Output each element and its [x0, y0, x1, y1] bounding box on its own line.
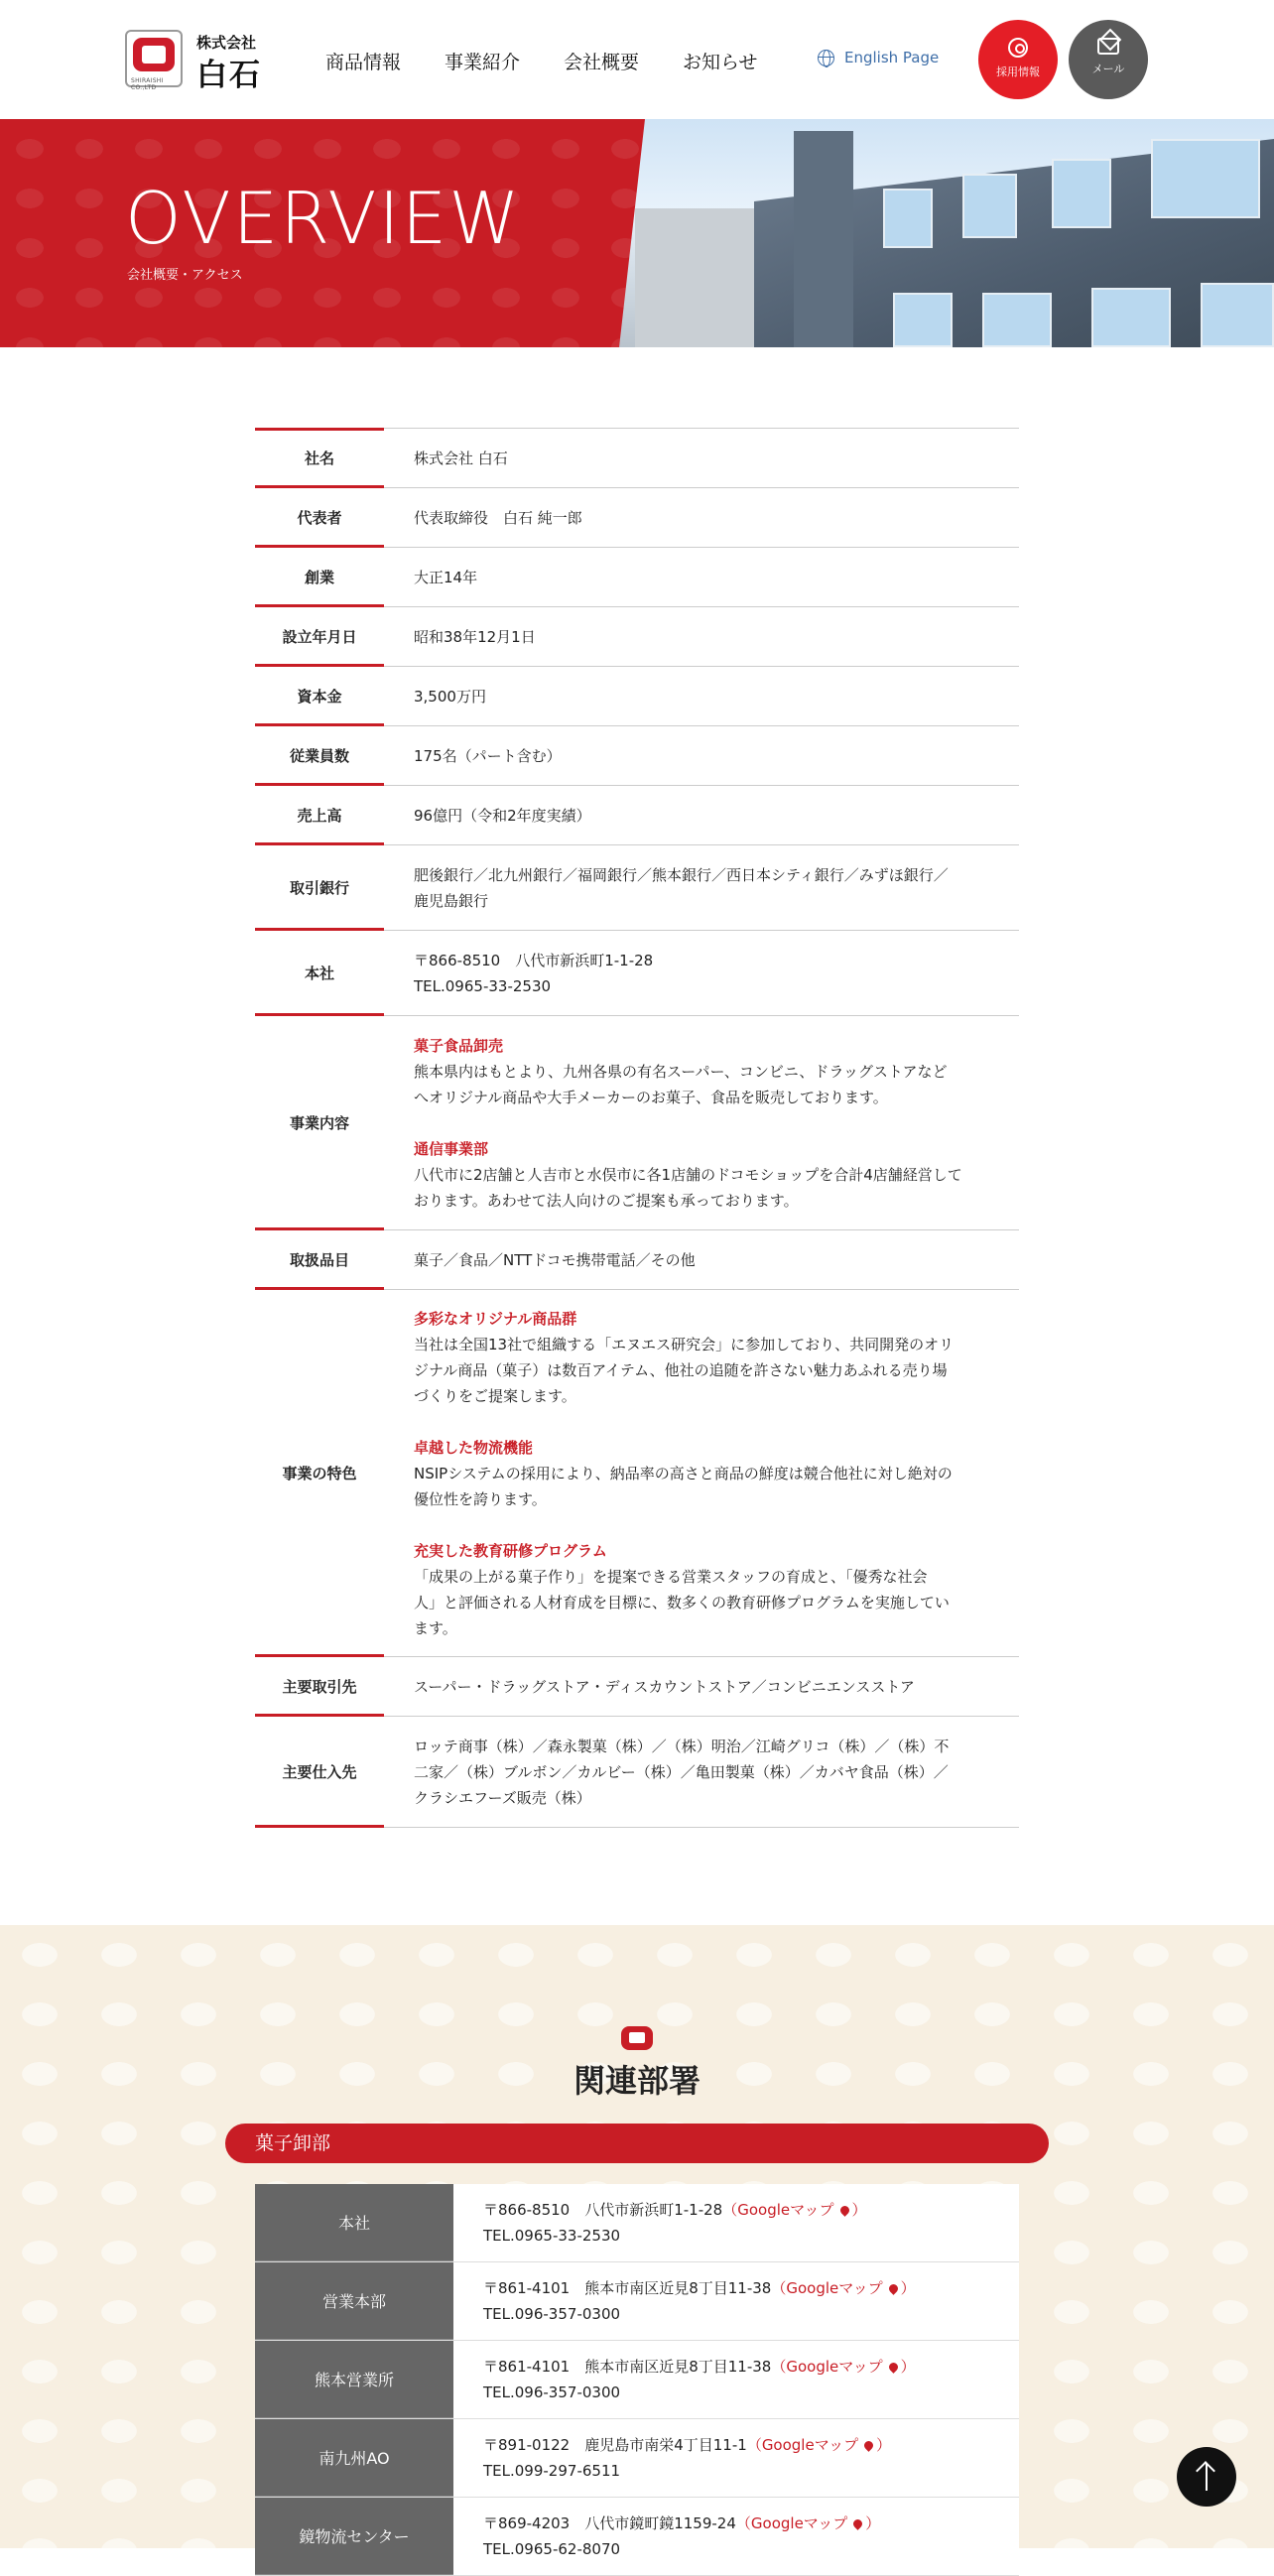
row-value: NSIPシステムの採用により、納品率の高さと商品の鮮度は競合他社に対し絶対の [414, 1464, 953, 1482]
section-title: 関連部署 [573, 2062, 701, 2100]
row-label: 設立年月日 [255, 607, 384, 666]
building-photo [595, 119, 1274, 347]
logo-small-text: 株式会社 [196, 34, 257, 52]
row-value: 〒866-8510 八代市新浜町1-1-28 [414, 951, 654, 969]
main-nav [325, 48, 801, 74]
row-value: へオリジナル商品や大手メーカーのお菓子、食品を販売しております。 [414, 1088, 888, 1106]
department-row [255, 2184, 1019, 2262]
logo-subtext: SHIRAISHI CO.,LTD [131, 77, 164, 91]
logo-mark-icon [621, 2026, 653, 2050]
row-value: 昭和38年12月1日 [414, 627, 536, 646]
table-row [255, 488, 1019, 548]
row-label: 事業の特色 [255, 1290, 384, 1656]
table-row [255, 1230, 1019, 1290]
row-label: 取引銀行 [255, 845, 384, 930]
row-value: おります。あわせて法人向けのご提案も承っております。 [414, 1191, 799, 1210]
nav-business[interactable]: 事業紹介 [445, 52, 521, 73]
table-row [255, 667, 1019, 726]
table-row [255, 1657, 1019, 1717]
row-value: スーパー・ドラッグストア・ディスカウントストア／コンビニエンスストア [414, 1677, 915, 1696]
hero-banner [0, 119, 1274, 347]
table-row [255, 1717, 1019, 1828]
section-heading: 卓越した物流機能 [414, 1438, 534, 1457]
department-row [255, 2341, 1019, 2419]
mail-icon [1097, 38, 1119, 55]
mail-button[interactable] [1069, 20, 1148, 99]
department-tel: TEL.096-357-0300 [483, 2383, 621, 2401]
department-tel: TEL.096-357-0300 [483, 2305, 621, 2323]
table-row [255, 1016, 1019, 1230]
nav-company[interactable]: 会社概要 [564, 52, 640, 73]
department-name: 熊本営業所 [255, 2341, 453, 2418]
search-person-icon [1008, 38, 1028, 58]
row-value: ロッテ商事（株）／森永製菓（株）／（株）明治／江崎グリコ（株）／（株）不 [414, 1737, 950, 1755]
row-label: 主要取引先 [255, 1657, 384, 1716]
row-value: 大正14年 [414, 568, 478, 586]
row-value: 175名（パート含む） [414, 746, 562, 765]
map-pin-icon [851, 2517, 864, 2530]
google-map-link[interactable]: （Googleマップ ） [771, 2279, 916, 2297]
row-value: 当社は全国13社で組織する「エヌエス研究会」に参加しており、共同開発のオリ [414, 1335, 955, 1353]
row-value: 96億円（令和2年度実績） [414, 806, 591, 825]
row-value: 熊本県内はもとより、九州各県の有名スーパー、コンビニ、ドラッグストアなど [414, 1062, 948, 1081]
map-pin-icon [862, 2439, 875, 2452]
department-table [255, 2184, 1019, 2576]
department-row [255, 2262, 1019, 2341]
row-value: TEL.0965-33-2530 [414, 976, 552, 995]
map-pin-icon [887, 2361, 900, 2374]
row-value: 肥後銀行／北九州銀行／福岡銀行／熊本銀行／西日本シティ銀行／みずほ銀行／ [414, 865, 949, 884]
table-row [255, 786, 1019, 845]
department-address: 〒891-0122 鹿児島市南栄4丁目11-1 [483, 2436, 747, 2454]
row-label: 取扱品目 [255, 1230, 384, 1289]
company-info-table [255, 428, 1019, 1828]
google-map-link[interactable]: （Googleマップ ） [771, 2358, 916, 2376]
row-value: 菓子／食品／NTTドコモ携帯電話／その他 [414, 1250, 696, 1269]
row-label: 本社 [255, 931, 384, 1015]
table-row [255, 726, 1019, 786]
map-pin-icon [887, 2282, 900, 2295]
department-address: 〒866-8510 八代市新浜町1-1-28 [483, 2201, 723, 2219]
recruit-button[interactable] [978, 20, 1058, 99]
section-heading: 充実した教育研修プログラム [414, 1541, 607, 1560]
row-value: づくりをご提案します。 [414, 1386, 576, 1405]
logo-mark-icon [125, 30, 183, 91]
row-value: 人」と評価される人材育成を目標に、数多くの教育研修プログラムを実施してい [414, 1593, 950, 1611]
department-name: 営業本部 [255, 2262, 453, 2340]
department-row [255, 2498, 1019, 2576]
company-logo[interactable] [125, 28, 264, 91]
department-name: 鏡物流センター [255, 2498, 453, 2575]
row-value: 優位性を誇ります。 [414, 1489, 547, 1508]
english-page-label: English Page [844, 49, 940, 66]
site-header [0, 0, 1274, 119]
nav-products[interactable]: 商品情報 [325, 52, 402, 73]
department-tel: TEL.099-297-6511 [483, 2462, 621, 2480]
related-departments-section [0, 1925, 1274, 2558]
department-row [255, 2419, 1019, 2498]
section-heading: 菓子食品卸売 [414, 1036, 504, 1055]
row-label: 代表者 [255, 488, 384, 547]
page-title: OVERVIEW [125, 177, 522, 260]
row-value: 3,500万円 [414, 687, 486, 706]
row-label: 事業内容 [255, 1016, 384, 1229]
row-value: ます。 [414, 1618, 457, 1637]
nav-news[interactable]: お知らせ [683, 52, 758, 73]
table-row [255, 429, 1019, 488]
google-map-link[interactable]: （Googleマップ ） [722, 2201, 867, 2219]
mail-label: メール [1091, 63, 1125, 75]
department-name: 南九州AO [255, 2419, 453, 2497]
row-label: 主要仕入先 [255, 1717, 384, 1827]
table-row [255, 1290, 1019, 1657]
row-value: 「成果の上がる菓子作り」を提案できる営業スタッフの育成と、「優秀な社会 [414, 1567, 928, 1586]
table-row [255, 931, 1019, 1016]
row-value: 鹿児島銀行 [414, 891, 489, 910]
department-address: 〒861-4101 熊本市南区近見8丁目11-38 [483, 2279, 772, 2297]
row-value: 株式会社 白石 [414, 449, 508, 467]
page-subtitle: 会社概要・アクセス [127, 268, 243, 283]
english-page-link[interactable] [818, 49, 939, 66]
row-label: 資本金 [255, 667, 384, 725]
google-map-link[interactable]: （Googleマップ ） [735, 2514, 881, 2532]
row-value: クラシエフーズ販売（株） [414, 1788, 591, 1807]
map-pin-icon [838, 2204, 851, 2217]
department-tel: TEL.0965-33-2530 [483, 2227, 621, 2245]
department-name: 本社 [255, 2184, 453, 2261]
row-label: 社名 [255, 429, 384, 487]
row-label: 従業員数 [255, 726, 384, 785]
section-heading: 多彩なオリジナル商品群 [414, 1309, 577, 1328]
row-label: 売上高 [255, 786, 384, 844]
recruit-label: 採用情報 [996, 65, 1040, 78]
category-bar: 菓子卸部 [225, 2124, 1049, 2163]
department-tel: TEL.0965-62-8070 [483, 2540, 621, 2558]
section-heading: 通信事業部 [414, 1139, 489, 1158]
row-value: 二家／（株）ブルボン／カルビー（株）／亀田製菓（株）／カバヤ食品（株）／ [414, 1762, 949, 1781]
department-address: 〒861-4101 熊本市南区近見8丁目11-38 [483, 2358, 772, 2376]
row-value: ジナル商品（菓子）は数百アイテム、他社の追随を許さない魅力あふれる売り場 [414, 1360, 948, 1379]
back-to-top-button[interactable] [1177, 2447, 1236, 2507]
row-value: 代表取締役 白石 純一郎 [414, 508, 582, 527]
logo-big-text: 白石 [196, 58, 262, 93]
row-label: 創業 [255, 548, 384, 606]
department-address: 〒869-4203 八代市鏡町鏡1159-24 [483, 2514, 736, 2532]
table-row [255, 548, 1019, 607]
globe-icon [818, 50, 834, 66]
google-map-link[interactable]: （Googleマップ ） [746, 2436, 892, 2454]
row-value: 八代市に2店舗と人吉市と水俣市に各1店舗のドコモショップを合計4店舗経営して [414, 1165, 962, 1184]
table-row [255, 607, 1019, 667]
table-row [255, 845, 1019, 931]
